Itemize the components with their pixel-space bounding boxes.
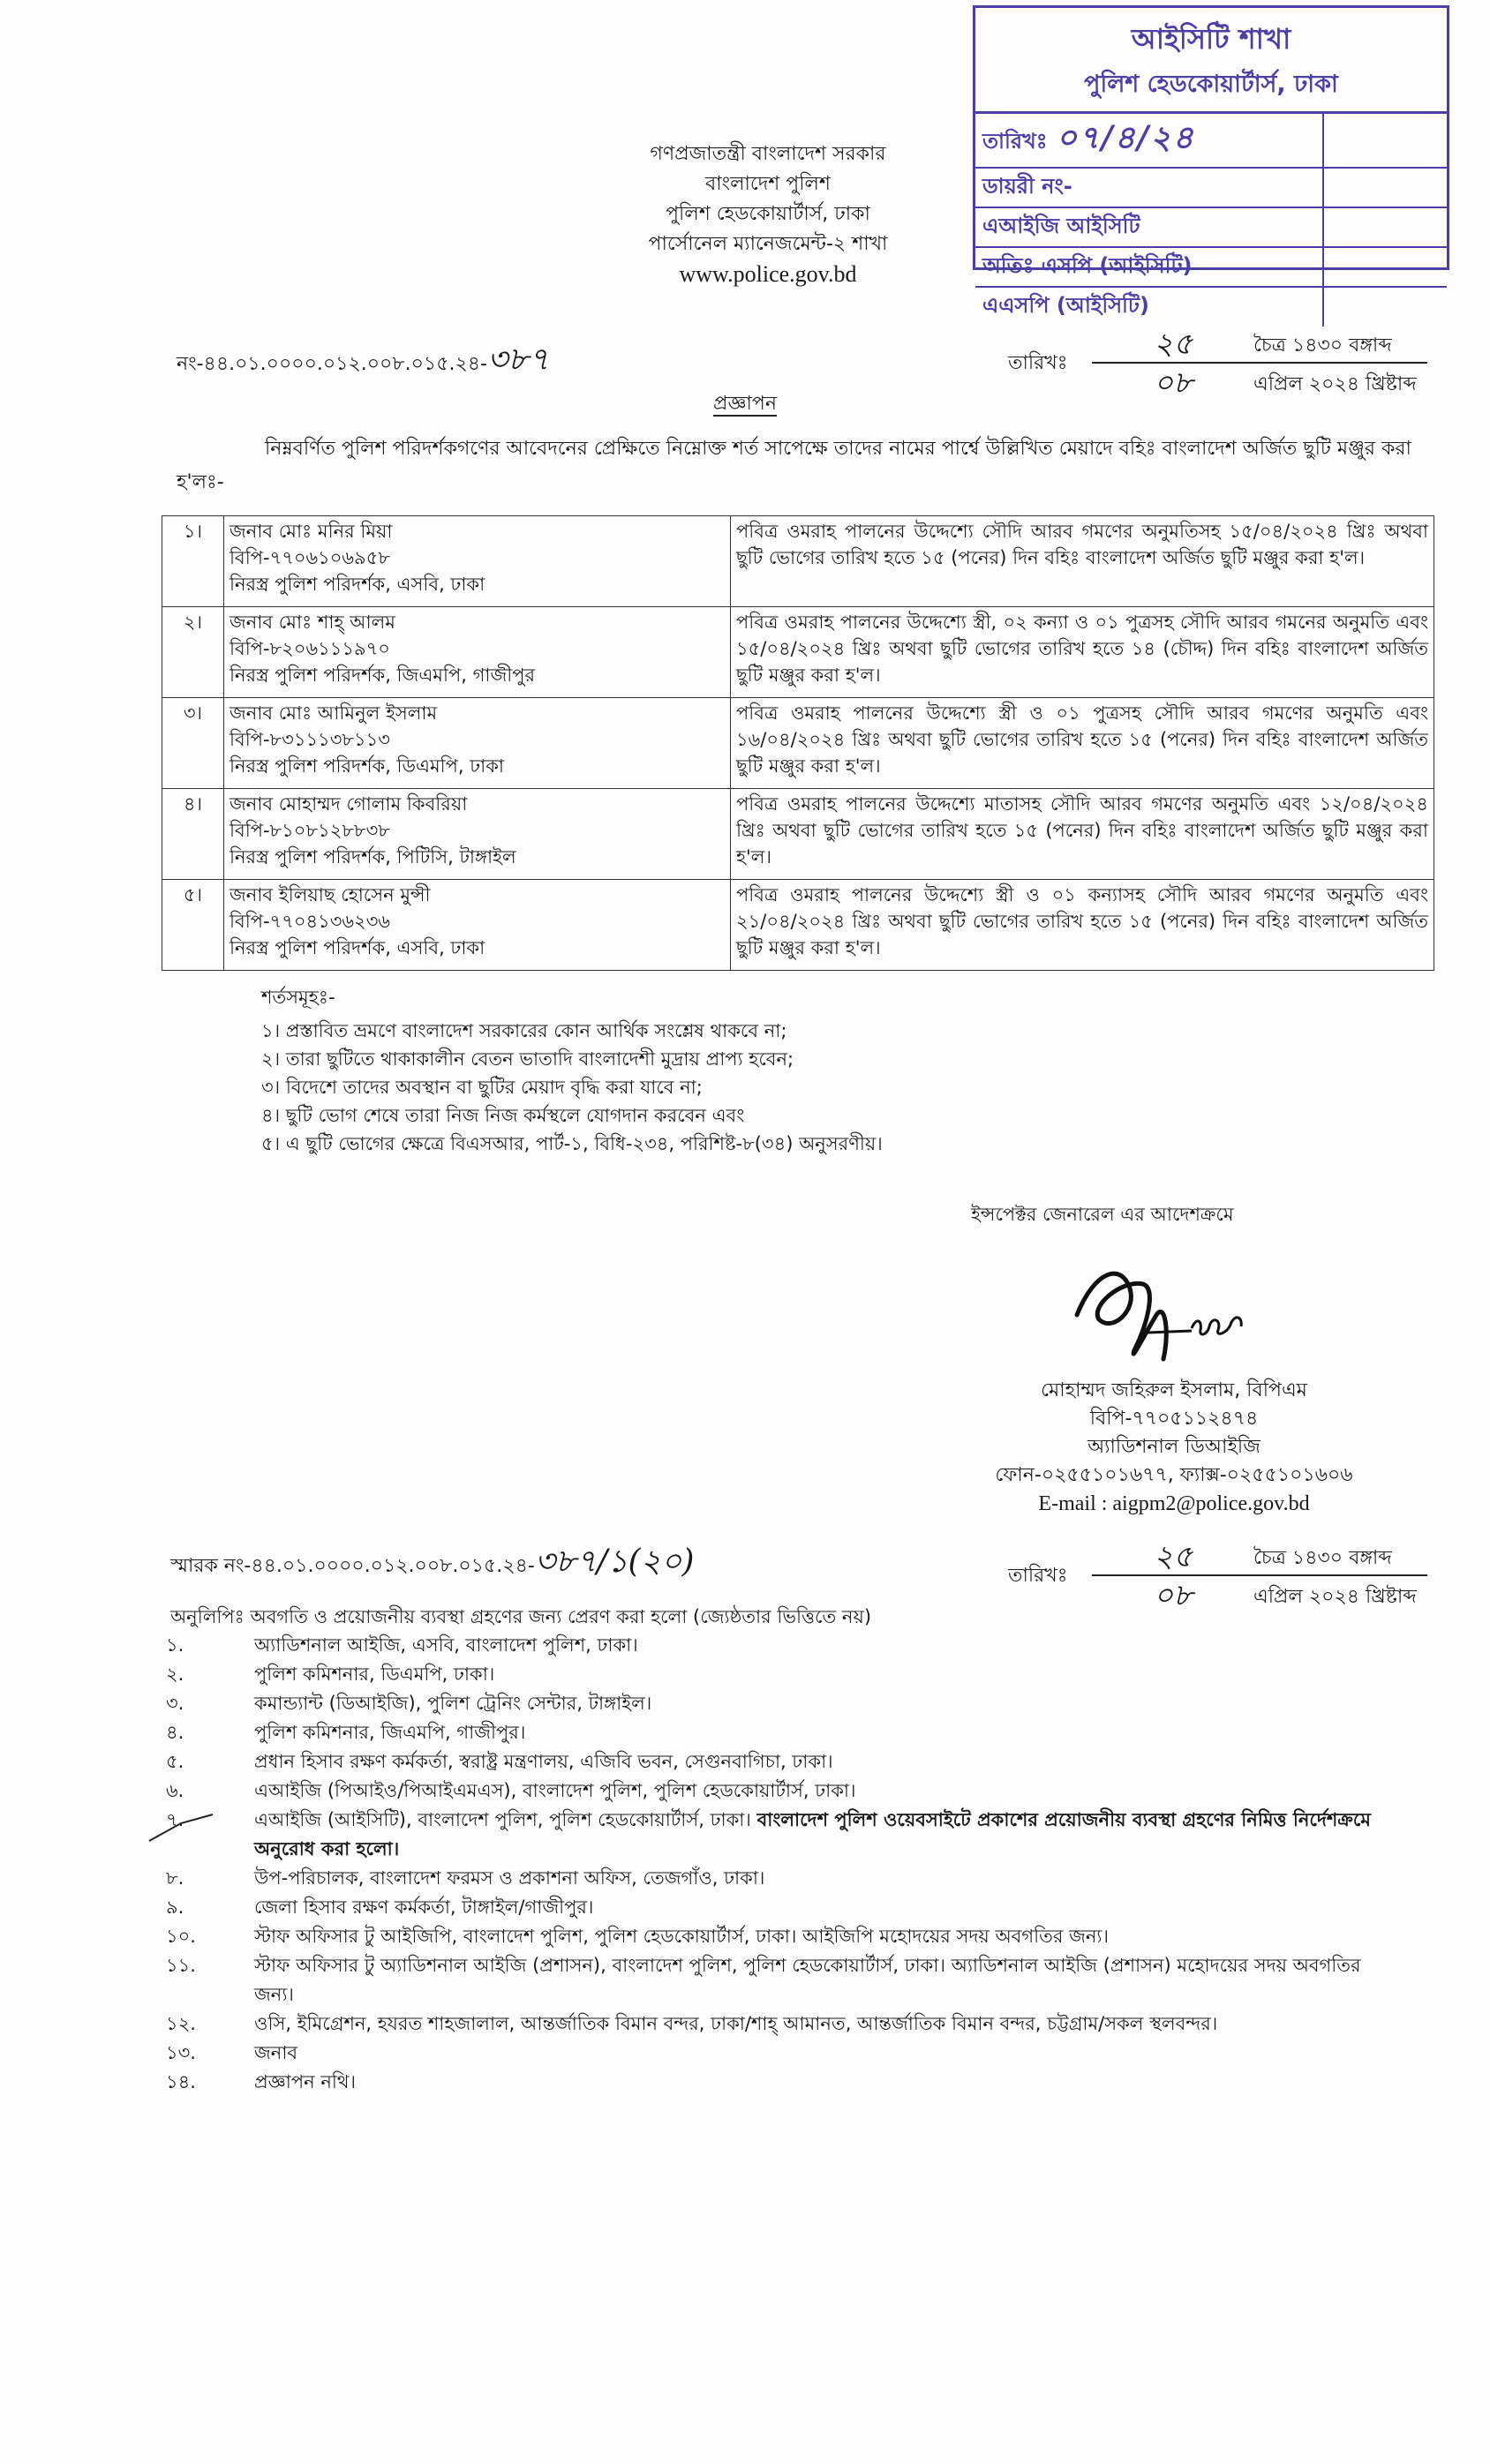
copy-to-text	[254, 1893, 1402, 1922]
copy-to-item	[166, 1718, 1402, 1747]
copy-to-item	[166, 1689, 1402, 1718]
signatory-block	[927, 1377, 1421, 1518]
date-block-2	[1008, 1541, 1432, 1611]
copy-to-text	[254, 1951, 1402, 2010]
copy-to-item	[166, 1631, 1402, 1660]
serial-cell: ৩।	[162, 698, 224, 789]
serial-cell: ২।	[162, 607, 224, 698]
bangla-day: ২৫	[1154, 1539, 1193, 1574]
copy-to-number: ৮.	[166, 1867, 184, 1889]
condition-item: ১। প্রস্তাবিত ভ্রমণে বাংলাদেশ সরকারের কোন আর্থিক সংশ্লেষ থাকবে না;	[261, 1020, 787, 1041]
copy-to-text-plain: কমান্ড্যান্ট (ডিআইজি), পুলিশ ট্রেনিং সেন্টার, টাঙ্গাইল।	[254, 1693, 652, 1714]
signatory-phone: ফোন-০২৫৫১০১৬৭৭, ফ্যাক্স-০২৫৫১০১৬০৬	[995, 1464, 1353, 1486]
copy-to-text-plain: পুলিশ কমিশনার, ডিএমপি, ঢাকা।	[254, 1664, 495, 1685]
condition-item: ২। তারা ছুটিতে থাকাকালীন বেতন ভাতাদি বাংলাদেশী মুদ্রায় প্রাপ্য হবেন;	[261, 1048, 794, 1070]
conditions	[261, 983, 883, 1158]
person-post: নিরস্ত্র পুলিশ পরিদর্শক, এসবি, ঢাকা	[230, 574, 485, 595]
copy-to-text	[254, 1922, 1402, 1951]
copy-to-text	[254, 1718, 1402, 1747]
handwritten-signature	[1059, 1253, 1262, 1394]
date-label: তারিখঃ	[1008, 1565, 1068, 1587]
detail-cell: পবিত্র ওমরাহ পালনের উদ্দেশ্যে স্ত্রী ও ০১ কন্যাসহ সৌদি আরব গমণের অনুমতি এবং ২১/০৪/২০২৪ খ্রিঃ অথবা ছুটি ভোগের তারিখ হতে ১৫ (পনের) দিন বহিঃ বাংলাদেশ অর্জিত ছুটি মঞ্জুর করা হ'ল।	[731, 880, 1434, 971]
copy-to-text	[254, 1631, 1402, 1660]
stamp-row: ডায়রী নং-	[975, 168, 1323, 207]
copy-to-item	[166, 1893, 1402, 1922]
header-line: পুলিশ হেডকোয়ার্টার্স, ঢাকা	[666, 203, 870, 225]
stamp-subtitle: পুলিশ হেডকোয়ার্টার্স, ঢাকা	[975, 66, 1447, 114]
copy-to-text-plain: জেলা হিসাব রক্ষণ কর্মকর্তা, টাঙ্গাইল/গাজীপুর।	[254, 1897, 594, 1918]
copy-to-text-plain: পুলিশ কমিশনার, জিএমপি, গাজীপুর।	[254, 1722, 526, 1743]
copy-to-number: ১৩.	[166, 2042, 196, 2063]
bangla-date: চৈত্র ১৪৩০ বঙ্গাব্দ	[1253, 334, 1392, 357]
bangla-day: ২৫	[1154, 327, 1193, 362]
stamp-row: এআইজি আইসিটি	[975, 207, 1323, 247]
copy-to-item	[166, 1806, 1402, 1864]
date-divider	[1092, 1574, 1427, 1576]
leave-table	[162, 515, 1434, 971]
copy-to-text	[254, 1806, 1402, 1864]
copy-to-number: ১২.	[166, 2013, 196, 2034]
copy-to-text-plain: এআইজি (পিআইও/পিআইএমএস), বাংলাদেশ পুলিশ, পুলিশ হেডকোয়ার্টার্স, ঢাকা।	[254, 1780, 856, 1801]
copy-to-text-plain: প্রজ্ঞাপন নথি।	[254, 2071, 356, 2092]
copy-to-number: ১১.	[166, 1955, 196, 1976]
memo2-handwritten: ৩৮৭/১(২০)	[534, 1544, 695, 1580]
copy-to-number: ৯.	[166, 1897, 184, 1918]
copy-to-number: ৫.	[166, 1751, 184, 1772]
copy-to-text-plain: এআইজি (আইসিটি), বাংলাদেশ পুলিশ, পুলিশ হেডকোয়ার্টার্স, ঢাকা।	[254, 1809, 757, 1830]
person-bp: বিপি-৮২০৬১১১৯৭০	[230, 638, 390, 659]
person-post: নিরস্ত্র পুলিশ পরিদর্শক, পিটিসি, টাঙ্গাইল	[230, 846, 516, 868]
condition-item: ৩। বিদেশে তাদের অবস্থান বা ছুটির মেয়াদ বৃদ্ধি করা যাবে না;	[261, 1077, 703, 1098]
signatory-email[interactable]: E-mail : aigpm2@police.gov.bd	[1038, 1492, 1310, 1515]
copy-to-text	[254, 2010, 1402, 2039]
copy-to-item	[166, 1747, 1402, 1777]
stamp-date-value: ০৭/৪/২৪	[1056, 119, 1195, 156]
table-row	[162, 789, 1434, 880]
person-bp: বিপি-৮১০৮১২৮৮৩৮	[230, 820, 390, 841]
copy-to-text	[254, 1864, 1402, 1893]
copy-to-number: ৭.	[166, 1809, 184, 1830]
signatory-designation: অ্যাডিশনাল ডিআইজি	[1087, 1436, 1260, 1458]
signatory-bp: বিপি-৭৭০৫১১২৪৭৪	[1089, 1408, 1259, 1430]
bangla-date: চৈত্র ১৪৩০ বঙ্গাব্দ	[1253, 1547, 1392, 1569]
stamp-rows	[975, 114, 1447, 327]
stamp-title: আইসিটি শাখা	[1131, 22, 1291, 56]
person-post: নিরস্ত্র পুলিশ পরিদর্শক, জিএমপি, গাজীপুর	[230, 665, 536, 686]
condition-item: ৪। ছুটি ভোগ শেষে তারা নিজ নিজ কর্মস্থলে যোগদান করবেন এবং	[261, 1105, 745, 1126]
order-line: ইন্সপেক্টর জেনারেল এর আদেশক্রমে	[971, 1204, 1234, 1225]
person-name: জনাব মোঃ মনির মিয়া	[230, 521, 393, 542]
english-date: এপ্রিল ২০২৪ খ্রিষ্টাব্দ	[1253, 373, 1417, 395]
copy-to-number: ১.	[166, 1634, 184, 1656]
copy-to-number: ৬.	[166, 1780, 184, 1801]
detail-cell: পবিত্র ওমরাহ পালনের উদ্দেশ্যে স্ত্রী ও ০১ পুত্রসহ সৌদি আরব গমণের অনুমতি এবং ১৬/০৪/২০২৪ খ্রিঃ অথবা ছুটি ভোগের তারিখ হতে ১৫ (পনের) দিন বহিঃ বাংলাদেশ অর্জিত ছুটি মঞ্জুর করা হ'ল।	[731, 698, 1434, 789]
copy-to-intro: অনুলিপিঃ অবগতি ও প্রয়োজনীয় ব্যবস্থা গ্রহণের জন্য প্রেরণ করা হলো (জ্যেষ্ঠতার ভিত্তিতে নয়)	[170, 1606, 872, 1627]
tick-mark-icon	[146, 1811, 216, 1846]
table-row	[162, 516, 1434, 607]
date-label: তারিখঃ	[1008, 352, 1068, 374]
table-row	[162, 607, 1434, 698]
person-name: জনাব মোঃ শাহ্ আলম	[230, 612, 395, 633]
letterhead	[574, 139, 962, 289]
copy-to-text	[254, 1777, 1402, 1806]
memo2-number-text: স্মারক নং-৪৪.০১.০০০০.০১২.০০৮.০১৫.২৪-	[170, 1555, 535, 1577]
memo-number-2	[170, 1537, 694, 1590]
copy-to-text	[254, 1689, 1402, 1718]
copy-to-item	[166, 1864, 1402, 1893]
conditions-title: শর্তসমূহঃ-	[261, 987, 335, 1008]
header-line: বাংলাদেশ পুলিশ	[705, 173, 831, 195]
detail-cell: পবিত্র ওমরাহ পালনের উদ্দেশ্যে সৌদি আরব গমণের অনুমতিসহ ১৫/০৪/২০২৪ খ্রিঃ অথবা ছুটি ভোগের তারিখ হতে ১৫ (পনের) দিন বহিঃ বাংলাদেশ অর্জিত ছুটি মঞ্জুর করা হ'ল।	[731, 516, 1434, 607]
person-post: নিরস্ত্র পুলিশ পরিদর্শক, এসবি, ঢাকা	[230, 937, 485, 958]
copy-to-text-plain: স্টাফ অফিসার টু আইজিপি, বাংলাদেশ পুলিশ, পুলিশ হেডকোয়ার্টার্স, ঢাকা। আইজিপি মহোদয়ের সদয় অবগতির জন্য।	[254, 1926, 1109, 1947]
date-divider	[1092, 362, 1427, 364]
person-bp: বিপি-৭৭০৬১০৬৯৫৮	[230, 547, 390, 568]
copy-to-number: ১৪.	[166, 2071, 196, 2092]
copy-to-text-plain: উপ-পরিচালক, বাংলাদেশ ফরমস ও প্রকাশনা অফিস, তেজগাঁও, ঢাকা।	[254, 1867, 765, 1889]
memo-handwritten: ৩৮৭	[487, 342, 550, 378]
copy-to-item	[166, 2010, 1402, 2039]
stamp-row: অতিঃ এসপি (আইসিটি)	[975, 247, 1323, 287]
copy-to-text-bold: বাংলাদেশ পুলিশ ওয়েবসাইটে প্রকাশের প্রয়োজনীয় ব্যবস্থা গ্রহণের নিমিত্ত নির্দেশক্রমে অনুরোধ করা হলো।	[254, 1809, 1371, 1859]
copy-to-number: ২.	[166, 1664, 184, 1685]
copy-to-item	[166, 1660, 1402, 1689]
copy-to-text-plain: ওসি, ইমিগ্রেশন, হযরত শাহজালাল, আন্তর্জাতিক বিমান বন্দর, ঢাকা/শাহ্ আমানত, আন্তর্জাতিক বিমান বন্দর, চট্টগ্রাম/সকল স্থলবন্দর।	[254, 2013, 1218, 2034]
copy-to-number: ১০.	[166, 1926, 196, 1947]
english-date: এপ্রিল ২০২৪ খ্রিষ্টাব্দ	[1253, 1586, 1417, 1608]
copy-to-text	[254, 1747, 1402, 1777]
memo-number-text: নং-৪৪.০১.০০০০.০১২.০০৮.০১৫.২৪-	[177, 353, 487, 375]
copy-to-text-plain: স্টাফ অফিসার টু অ্যাডিশনাল আইজি (প্রশাসন), বাংলাদেশ পুলিশ, পুলিশ হেডকোয়ার্টার্স, ঢাকা। অ্যাডিশনাল আইজি (প্রশাসন) মহোদয়ের সদয় অবগতির জন্য।	[254, 1955, 1361, 2005]
copy-to-item	[166, 2039, 1402, 2068]
copy-to-number: ৪.	[166, 1722, 184, 1743]
person-cell	[224, 789, 731, 880]
person-cell	[224, 698, 731, 789]
person-cell	[224, 516, 731, 607]
person-bp: বিপি-৮৩১১১৩৮১১৩	[230, 729, 390, 750]
signatory-name: মোহাম্মদ জহিরুল ইসলাম, বিপিএম	[1041, 1379, 1307, 1401]
copy-to-text-plain: অ্যাডিশনাল আইজি, এসবি, বাংলাদেশ পুলিশ, ঢাকা।	[254, 1634, 638, 1656]
person-name: জনাব মোহাম্মদ গোলাম কিবরিয়া	[230, 793, 468, 815]
copy-to-item	[166, 1777, 1402, 1806]
copy-to-number: ৩.	[166, 1693, 184, 1714]
english-day: ০৮	[1154, 1578, 1193, 1613]
person-name: জনাব ইলিয়াছ হোসেন মুন্সী	[230, 884, 431, 905]
table-row	[162, 880, 1434, 971]
person-cell	[224, 880, 731, 971]
person-post: নিরস্ত্র পুলিশ পরিদর্শক, ডিএমপি, ঢাকা	[230, 755, 505, 777]
english-day: ০৮	[1154, 365, 1193, 401]
serial-cell: ১।	[162, 516, 224, 607]
copy-to-item	[166, 1951, 1402, 2010]
person-bp: বিপি-৭৭০৪১৩৬২৩৬	[230, 911, 391, 932]
condition-item: ৫। এ ছুটি ভোগের ক্ষেত্রে বিএসআর, পার্ট-১, বিধি-২৩৪, পরিশিষ্ট-৮(৩৪) অনুসরণীয়।	[261, 1133, 883, 1154]
detail-cell: পবিত্র ওমরাহ পালনের উদ্দেশ্যে স্ত্রী, ০২ কন্যা ও ০১ পুত্রসহ সৌদি আরব গমনের অনুমতি এবং ১৫/০৪/২০২৪ খ্রিঃ অথবা ছুটি ভোগের তারিখ হতে ১৪ (চৌদ্দ) দিন বহিঃ বাংলাদেশ অর্জিত ছুটি মঞ্জুর করা হ'ল।	[731, 607, 1434, 698]
copy-to-list	[166, 1631, 1402, 2097]
stamp-date-label: তারিখঃ	[982, 129, 1048, 154]
person-cell	[224, 607, 731, 698]
website-link[interactable]: www.police.gov.bd	[679, 261, 857, 287]
intro-paragraph: নিম্নবর্ণিত পুলিশ পরিদর্শকগণের আবেদনের প্রেক্ষিতে নিম্নোক্ত শর্ত সাপেক্ষে তাদের নামের পার্শ্বে উল্লিখিত মেয়াদে বহিঃ বাংলাদেশ অর্জিত ছুটি মঞ্জুর করা হ'লঃ-	[177, 438, 1411, 493]
memo-number	[177, 335, 549, 388]
copy-to-text	[254, 2068, 1402, 2097]
serial-cell: ৫।	[162, 880, 224, 971]
copy-to-item	[166, 2068, 1402, 2097]
receipt-stamp	[973, 5, 1449, 318]
person-name: জনাব মোঃ আমিনুল ইসলাম	[230, 702, 438, 724]
copy-to-text	[254, 1660, 1402, 1689]
header-line: গণপ্রজাতন্ত্রী বাংলাদেশ সরকার	[650, 143, 886, 165]
notification-title: প্রজ্ঞাপন	[713, 393, 777, 415]
header-line: পার্সোনেল ম্যানেজমেন্ট-২ শাখা	[648, 233, 888, 255]
copy-to-text-plain: জনাব	[254, 2042, 298, 2063]
copy-to-text-plain: প্রধান হিসাব রক্ষণ কর্মকর্তা, স্বরাষ্ট্র মন্ত্রণালয়, এজিবি ভবন, সেগুনবাগিচা, ঢাকা।	[254, 1751, 833, 1772]
table-row	[162, 698, 1434, 789]
stamp-row: এএসপি (আইসিটি)	[982, 293, 1149, 318]
copy-to-item	[166, 1922, 1402, 1951]
stamp-date-cell	[975, 114, 1323, 168]
serial-cell: ৪।	[162, 789, 224, 880]
detail-cell: পবিত্র ওমরাহ পালনের উদ্দেশ্যে মাতাসহ সৌদি আরব গমণের অনুমতি এবং ১২/০৪/২০২৪ খ্রিঃ অথবা ছুটি ভোগের তারিখ হতে ১৫ (পনের) দিন বহিঃ বাংলাদেশ অর্জিত ছুটি মঞ্জুর করা হ'ল।	[731, 789, 1434, 880]
copy-to-text	[254, 2039, 1402, 2068]
